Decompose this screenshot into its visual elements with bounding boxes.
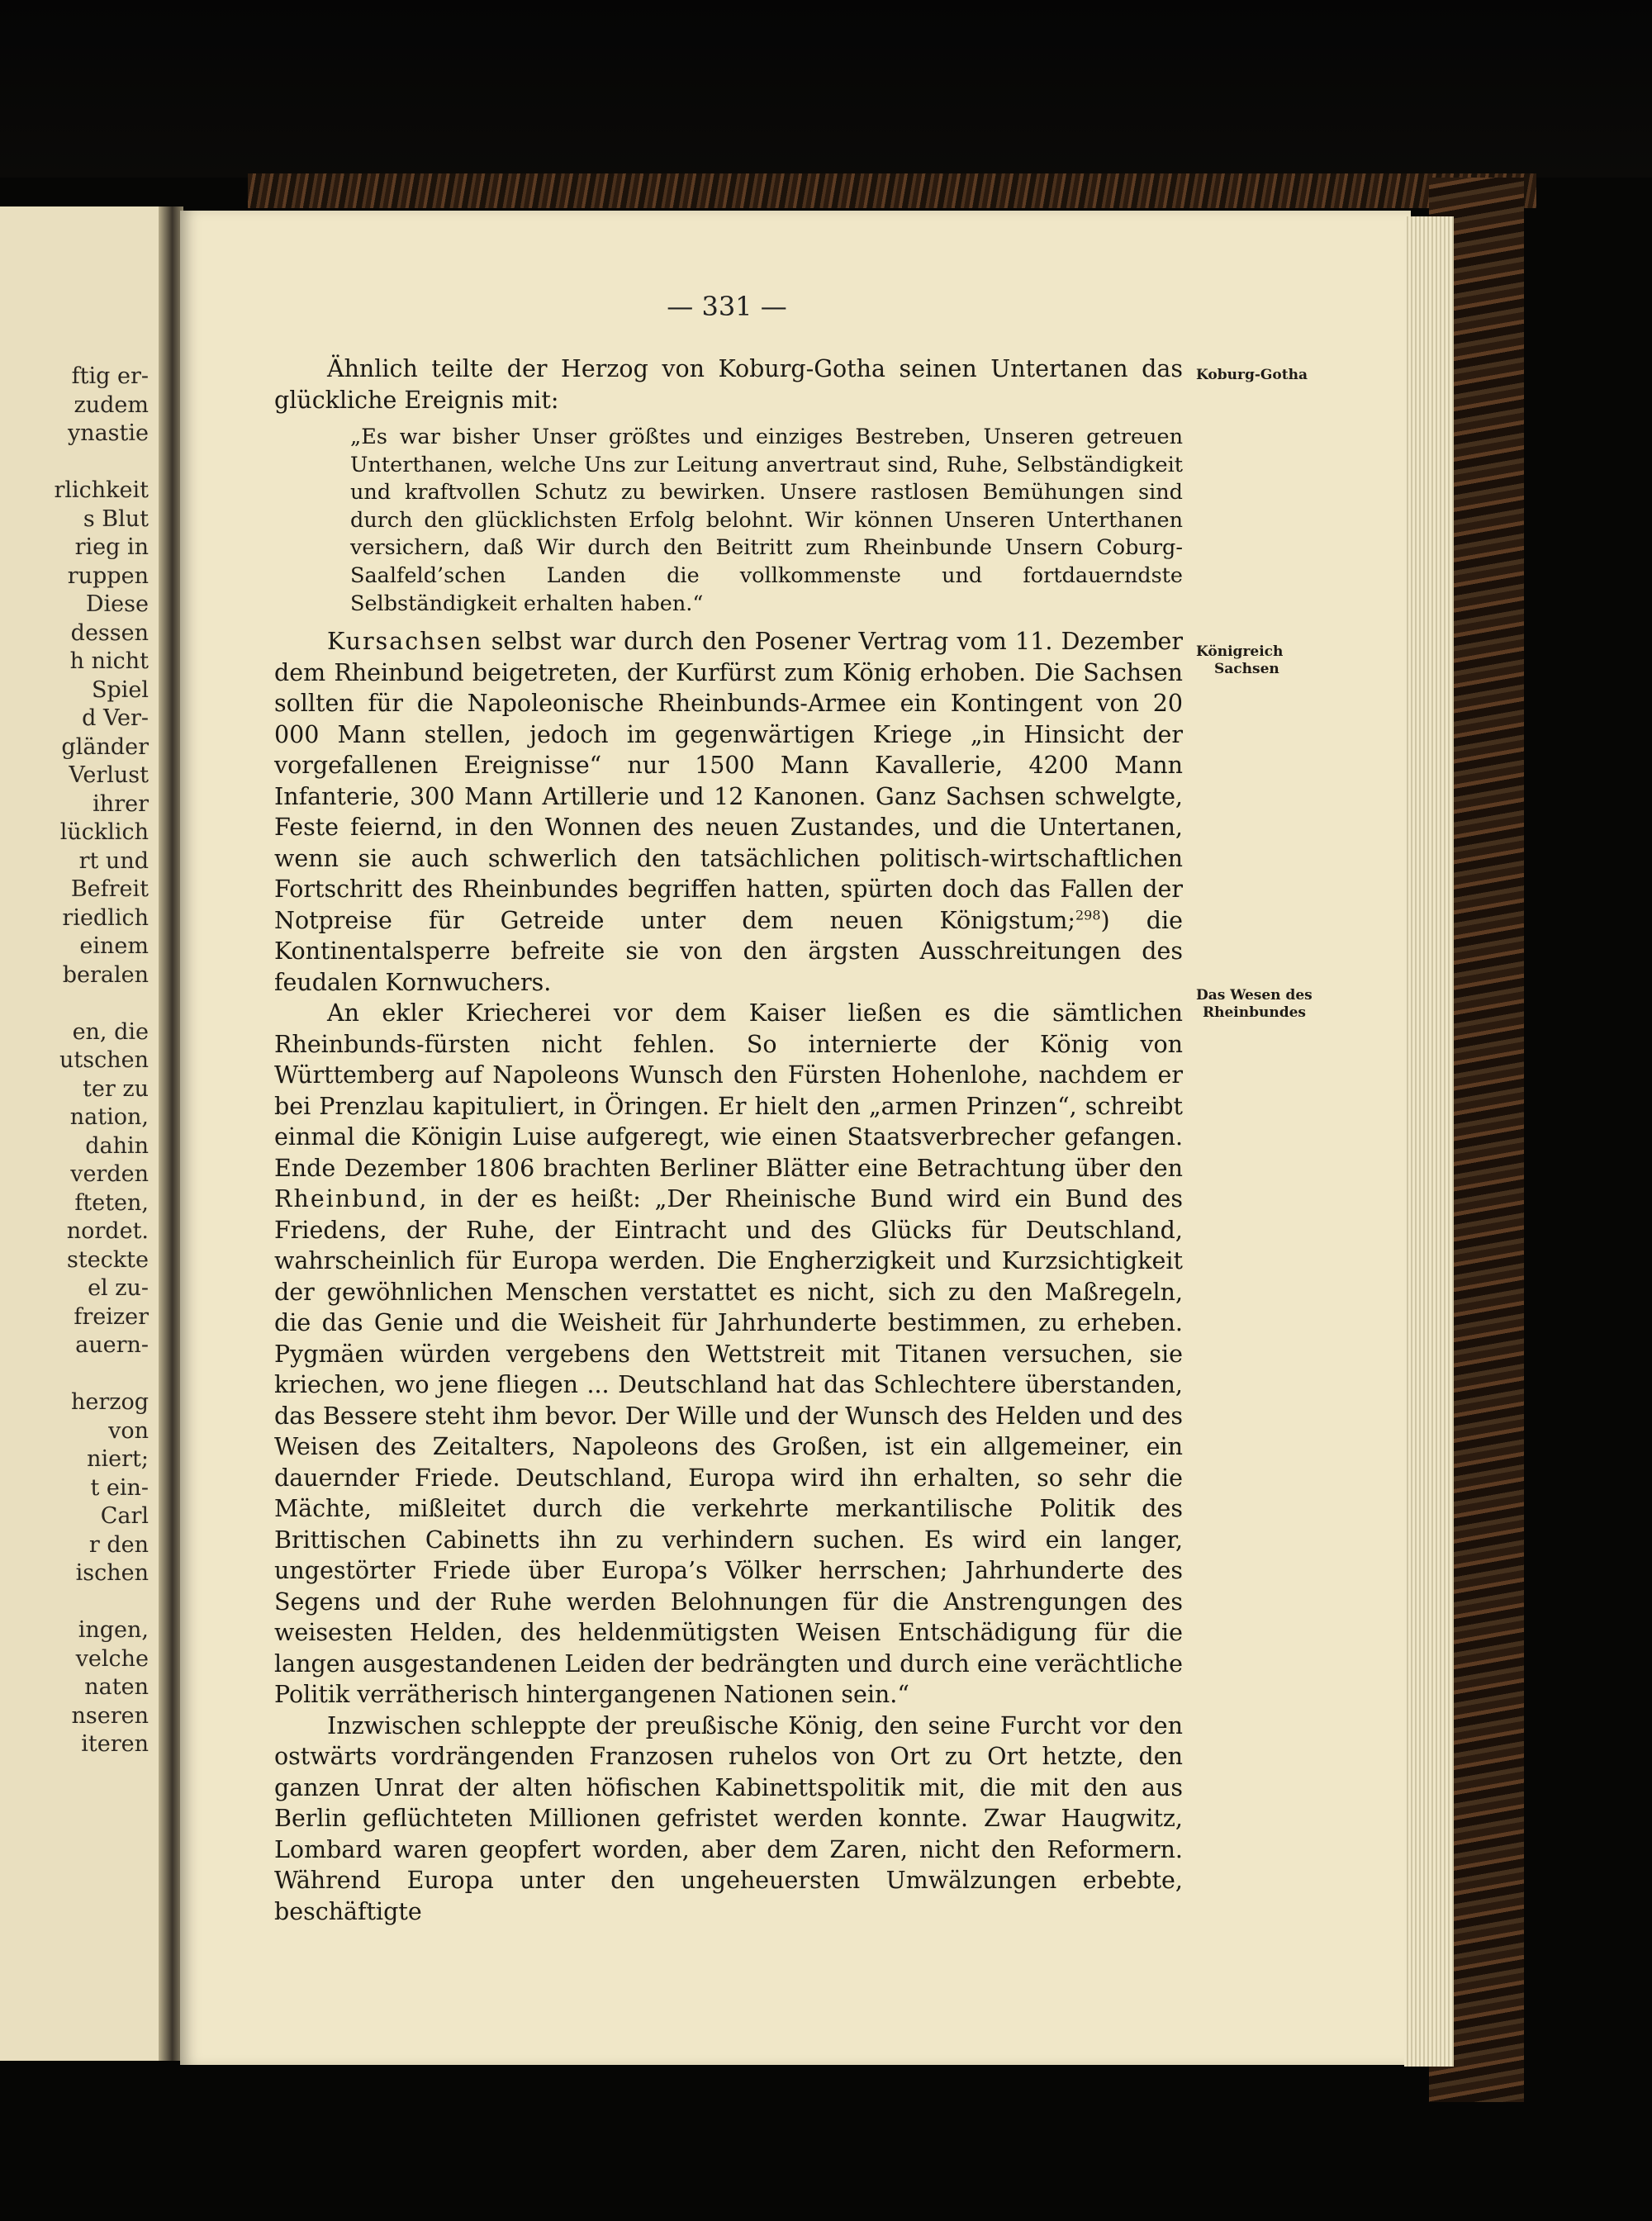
left-page-line: h nicht [69,648,149,674]
left-page-line: ingen, [78,1617,149,1643]
left-page [0,206,159,2061]
paragraph-1: Ähnlich teilte der Herzog von Koburg-Gotha seinen Untertanen das glückliche Ereignis mit: [274,355,1183,414]
margin-note-rheinbund-1: Das Wesen des [1196,987,1313,1004]
left-page-line: verden [70,1161,149,1187]
left-page-line: zudem [74,392,149,418]
left-page-line: fteten, [74,1189,149,1216]
left-page-line: ter zu [83,1075,149,1102]
left-page-line: naten [84,1674,149,1700]
left-page-line: d Ver- [82,705,149,731]
left-page-line: einem [79,933,149,959]
left-page-line: ruppen [67,562,149,589]
left-page-line: nseren [71,1702,149,1729]
margin-note-rheinbund-2: Rheinbundes [1203,1004,1307,1021]
left-page-line: auern- [75,1332,149,1358]
left-page-line: nation, [69,1104,149,1130]
paragraph-3 [274,998,1183,1711]
left-page-line: dessen [70,619,149,646]
left-page-line: ischen [75,1560,149,1586]
left-page-line: en, die [72,1018,149,1045]
left-page-line: s Blut [83,505,149,532]
left-page-line: freizer [74,1303,149,1330]
left-page-line: ihrer [93,790,149,817]
book-binding [248,173,1536,208]
margin-note-sachsen-2: Sachsen [1214,661,1279,677]
paragraph-2-lead: Kursachsen [327,628,483,656]
left-page-line: herzog [70,1389,149,1415]
left-page-line: el zu- [88,1275,149,1301]
left-page-line: t ein- [90,1474,149,1501]
page-edges [1404,216,1454,2067]
paragraph-4: Inzwischen schleppte der preußische König, den seine Furcht vor den ostwärts vordrängenden Franzosen ruhelos von Ort zu Ort hetzte, den ganzen Unrat der alten höfischen Kabinettspolitik mit, die mit den aus Berlin geflüchteten Millionen gefristet werden konnte. Zwar Haugwitz, Lombard waren geopfert worden, aber dem Zaren, nicht den Reformern. Während Europa unter den ungeheuersten Umwälzungen erbebte, beschäftigte [274,1711,1183,1925]
left-page-line: ynastie [67,420,149,446]
left-page-line: Befreit [70,876,149,902]
left-page-line: velche [75,1645,149,1672]
margin-note-sachsen-1: Königreich [1196,643,1284,660]
left-page-line: gländer [61,733,149,760]
left-page-line: dahin [85,1132,149,1159]
paragraph-2-text-b: ) die Kontinentalsperre befreite sie von den ärgsten Ausschreitungen des feudalen Kornwuchers. [274,906,1183,996]
left-page-line: ftig er- [71,363,149,389]
quote-coburg: „Es war bisher Unser größtes und einziges Bestreben, Unseren getreuen Unterthanen, welche Uns zur Leitung anvertraut sind, Ruhe, Selbständigkeit und kraftvollen Schutz zu bewirken. Unsere rastlosen Bemühungen sind durch den glücklichsten Erfolg belohnt. Wir können Unseren Unterthanen versichern, daß Wir durch den Beitritt zum Rheinbunde Unsern Coburg-Saalfeld’schen Landen die vollkommenste und fortdauerndste Selbständigkeit erhalten haben.“ [350,425,1183,616]
left-page-line: Diese [85,591,149,617]
left-page-line: rieg in [74,534,149,560]
paragraph-2 [274,626,1183,998]
left-page-line: Carl [100,1503,149,1529]
paragraph-3-text-a: An ekler Kriecherei vor dem Kaiser ließen es die sämtlichen Rheinbunds-fürsten nicht fehlen. So internierte der König von Württemberg auf Napoleons Wunsch den Fürsten Hohenlohe, nachdem er bei Prenzlau kapituliert, in Öringen. Er hielt den „armen Prinzen“, schreibt einmal die Königin Luise aufgeregt, wie einen Staatsverbrecher gefangen. Ende Dezember 1806 brachten Berliner Blätter eine Betrachtung über den [274,999,1183,1182]
left-page-line: lücklich [59,819,149,845]
paragraph-3-text-b: , in der es heißt: „Der Rheinische Bund wird ein Bund des Friedens, der Ruhe, der Eintracht und des Glücks für Deutschland, wahrscheinlich für Europa werden. Die Engherzigkeit und Kurzsichtigkeit der gewöhnlichen Menschen verstattet es nicht, sich zu den Maßregeln, die das Genie und die Weisheit für Jahrhunderte bestimmen, zu erheben. Pygmäen würden vergebens den Wettstreit mit Titanen versuchen, sie kriechen, wo jene fliegen ... Deutschland hat das Schlechtere überstanden, das Bessere steht ihm bevor. Der Wille und der Wunsch des Helden und des Weisen des Zeitalters, Napoleons des Großen, ist ein allgemeiner, ein dauernder Friede. Deutschland, Europa wird ihn erhalten, so sehr die Mächte, mißleitet durch die verkehrte merkantilische Politik des Brittischen Cabinetts ihn zu verhindern suchen. Es wird ein langer, ungestörter Friede über Europa’s Völker herrschen; Jahrhunderte des Segens und der Ruhe werden Belohnungen für die Anstrengungen des weisesten Helden, des heldenmütigsten Weisen Entschädigung für die langen ausgestandenen Leiden der bedrängten und durch eine verächtliche Politik verrätherisch hintergangenen Nationen sein.“ [274,1185,1183,1709]
margin-note-coburg: Koburg-Gotha [1196,367,1308,383]
left-page-line: beralen [62,961,149,988]
left-page-line: Spiel [91,676,149,703]
left-page-line: utschen [59,1047,149,1073]
left-page-line: iteren [81,1731,149,1757]
left-page-line: steckte [67,1246,149,1273]
left-page-line: r den [88,1531,149,1558]
left-page-line: Verlust [69,762,149,788]
left-page-line: nordet. [66,1218,149,1244]
background-shadow [0,0,1652,178]
page-number: — 331 — [667,291,787,322]
left-page-line: von [108,1417,149,1444]
main-text [274,354,1183,1927]
left-page-line: rt und [78,847,149,874]
footnote-ref: 298 [1075,907,1101,923]
left-page-line: niert; [87,1446,149,1472]
paragraph-2-text-a: selbst war durch den Posener Vertrag vom 11. Dezember dem Rheinbund beigetreten, der Kurfürst zum König erhoben. Die Sachsen sollten für die Napoleonische Rheinbunds-Armee ein Kontingent von 20 000 Mann stellen, jedoch im gegenwärtigen Kriege „in Hinsicht der vorgefallenen Ereignisse“ nur 1500 Mann Kavallerie, 4200 Mann Infanterie, 300 Mann Artillerie und 12 Kanonen. Ganz Sachsen schwelgte, Feste feiernd, in den Wonnen des neuen Zustandes, und die Untertanen, wenn sie auch schwerlich den tatsächlichen politisch-wirtschaftlichen Fortschritt des Rheinbundes begriffen hatten, spürten doch das Fallen der Notpreise für Getreide unter dem neuen Königstum; [274,628,1183,934]
left-page-line: riedlich [62,904,149,931]
left-page-line: rlichkeit [54,477,149,503]
paragraph-3-spaced: Rheinbund [274,1185,420,1213]
